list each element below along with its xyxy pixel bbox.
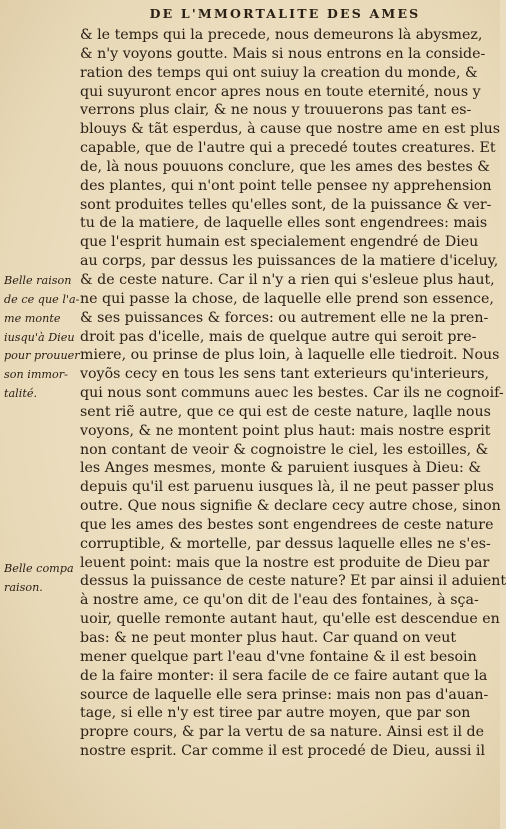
margin-note-belle-raison: [4, 272, 80, 404]
text-line: au corps, par dessus les puissances de la matiere d'iceluy,: [80, 253, 499, 270]
text-line: miere, ou prinse de plus loin, à laquelle elle tiedroit. Nous: [80, 347, 500, 364]
body-text: [80, 26, 506, 761]
text-line: voyõs cecy en tous les sens tant exterieurs qu'interieurs,: [80, 366, 490, 383]
text-line: & de ceste nature. Car il n'y a rien qui s'esleue plus haut,: [80, 271, 495, 288]
text-line: verrons plus clair, & ne nous y trouuerons pas tant es-: [80, 102, 472, 119]
text-line: depuis qu'il est paruenu iusques là, il ne peut passer plus: [80, 479, 494, 496]
text-line: mener quelque part l'eau d'vne fontaine & il est besoin: [80, 648, 477, 665]
text-line: dessus la puissance de ceste nature? Et par ainsi il aduient: [80, 573, 506, 590]
text-line: qui nous sont communs auec les bestes. Car ils ne cognoif-: [80, 385, 504, 402]
margin-note-line: raison.: [4, 580, 43, 594]
text-line: que les ames des bestes sont engendrees de ceste nature: [80, 516, 494, 533]
text-line: propre cours, & par la vertu de sa nature. Ainsi est il de: [80, 724, 484, 741]
running-header: DE L'MMORTALITE DES AMES: [149, 6, 421, 21]
text-line: leuent point: mais que la nostre est produite de Dieu par: [80, 554, 490, 571]
text-line: les Anges mesmes, monte & paruient iusques à Dieu: &: [80, 460, 481, 477]
text-line: ration des temps qui ont suiuy la creation du monde, &: [80, 64, 478, 81]
text-line: & le temps qui la precede, nous demeurons là abysmez,: [80, 27, 483, 43]
text-line: nostre esprit. Car comme il est procedé de Dieu, aussi il: [80, 743, 485, 760]
margin-note-line: me monte: [4, 311, 61, 325]
text-line: qui suyuront encor apres nous en toute eternité, nous y: [80, 83, 481, 100]
text-line: à nostre ame, ce qu'on dit de l'eau des fontaines, à sça-: [80, 592, 479, 609]
text-line: outre. Que nous signifie & declare cecy autre chose, sinon: [80, 498, 501, 515]
text-line: ne qui passe la chose, de laquelle elle prend son essence,: [80, 290, 494, 307]
margin-note-belle-comparaison: [4, 560, 80, 598]
margin-note-line: talité.: [4, 387, 37, 401]
text-line: voyons, & ne montent point plus haut: mais nostre esprit: [80, 422, 491, 439]
text-line: sont produites telles qu'elles sont, de la puissance & ver-: [80, 196, 492, 213]
text-line: uoir, quelle remonte autant haut, qu'elle est descendue en: [80, 611, 500, 628]
text-line: capable, que de l'autre qui a precedé toutes creatures. Et: [80, 140, 496, 157]
margin-note-line: iusqu'à Dieu: [4, 330, 75, 344]
text-line: droit pas d'icelle, mais de quelque autre qui seroit pre-: [80, 328, 477, 345]
text-line: tage, si elle n'y est tiree par autre moyen, que par son: [80, 705, 471, 722]
text-line: de la faire monter: il sera facile de ce faire autant que la: [80, 667, 488, 684]
text-line: source de laquelle elle sera prinse: mais non pas d'auan-: [80, 686, 489, 703]
text-line: corruptible, & mortelle, par dessus laquelle elles ne s'es-: [80, 535, 491, 552]
margin-note-line: de ce que l'a-: [4, 292, 80, 306]
margin-note-line: Belle raison: [4, 274, 72, 287]
text-line: bas: & ne peut monter plus haut. Car quand on veut: [80, 630, 457, 646]
text-line: & ses puissances & forces: ou autrement elle ne la pren-: [80, 309, 489, 326]
margin-note-line: son immor-: [4, 368, 68, 382]
text-line: tu de la matiere, de laquelle elles sont engendrees: mais: [80, 215, 488, 232]
text-line: de, là nous pouuons conclure, que les ames des bestes &: [80, 158, 490, 175]
text-line: blouys & tãt esperdus, à cause que nostre ame en est plus: [80, 121, 501, 138]
text-line: sent riẽ autre, que ce qui est de ceste nature, laqlle nous: [80, 403, 491, 420]
text-line: & n'y voyons goutte. Mais si nous entrons en la conside-: [80, 45, 486, 62]
text-line: des plantes, qui n'ont point telle pensee ny apprehension: [80, 177, 492, 194]
text-line: non contant de veoir & cognoistre le ciel, les estoilles, &: [80, 441, 489, 458]
margin-note-line: Belle compa: [4, 562, 74, 575]
text-line: que l'esprit humain est specialement engendré de Dieu: [80, 234, 479, 251]
margin-note-line: pour prouuer: [4, 349, 80, 363]
